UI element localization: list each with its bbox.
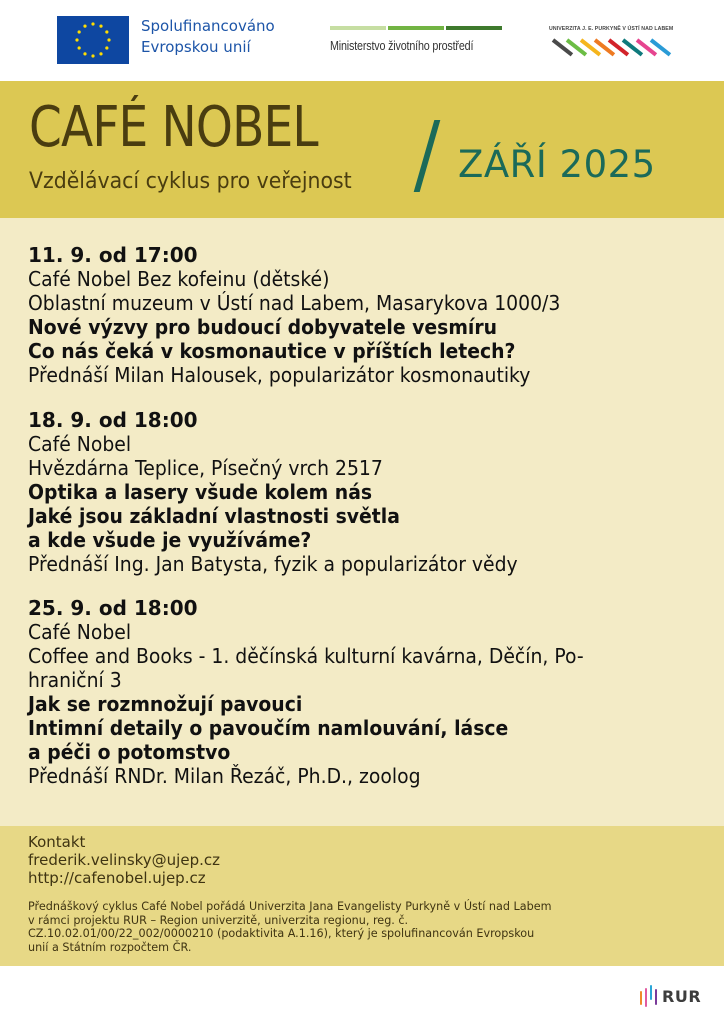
- rur-bar: [655, 989, 657, 1005]
- event-date: 25. 9. od 18:00: [28, 596, 198, 620]
- eu-star: [78, 30, 81, 33]
- event-item: [28, 408, 549, 576]
- university-stripe-wrap: [553, 38, 557, 43]
- month-label: ZÁŘÍ 2025: [458, 143, 656, 186]
- eu-text-line2: Evropskou unií: [141, 38, 251, 56]
- eu-star: [105, 30, 108, 33]
- eu-star: [91, 54, 94, 57]
- page-subtitle: Vzdělávací cyklus pro veřejnost: [29, 169, 352, 194]
- event-venue: Coffee and Books - 1. děčínská kulturní kavárna, Děčín, Po-: [28, 644, 584, 668]
- contact-block: [28, 833, 220, 887]
- eu-cofunded-text: [141, 16, 275, 58]
- rur-bar: [650, 985, 652, 1000]
- contact-heading: Kontakt: [28, 833, 86, 851]
- event-topic: Jaké jsou základní vlastnosti světla: [28, 504, 400, 528]
- event-date: 18. 9. od 18:00: [28, 408, 198, 432]
- logo-header: [0, 0, 724, 81]
- ministry-bar: [446, 26, 502, 30]
- event-topic: Co nás čeká v kosmonautice v příštích letech?: [28, 339, 516, 363]
- rur-bar: [645, 988, 647, 1007]
- eu-star: [105, 46, 108, 49]
- event-date: 11. 9. od 17:00: [28, 243, 198, 267]
- university-stripe-wrap: [581, 38, 585, 43]
- eu-star: [99, 52, 102, 55]
- event-venue: Oblastní muzeum v Ústí nad Labem, Masarykova 1000/3: [28, 291, 561, 315]
- event-speaker: Přednáší RNDr. Milan Řezáč, Ph.D., zoolog: [28, 764, 421, 788]
- ministry-bars: [330, 26, 502, 30]
- contact-url-link[interactable]: http://cafenobel.ujep.cz: [28, 869, 206, 887]
- eu-flag-icon: [57, 16, 129, 64]
- event-topic: Jak se rozmnožují pavouci: [28, 692, 303, 716]
- fine-print-line: Přednáškový cyklus Café Nobel pořádá Univerzita Jana Evangelisty Purkyně v Ústí nad Labem: [28, 900, 552, 913]
- event-topic: a kde všude je využíváme?: [28, 528, 312, 552]
- university-stripe-wrap: [651, 38, 655, 43]
- event-topic: Intimní detaily o pavoučím namlouvání, lásce: [28, 716, 509, 740]
- eu-star: [99, 25, 102, 28]
- rur-text: RUR: [662, 986, 702, 1006]
- event-series: Café Nobel: [28, 620, 132, 644]
- eu-star: [83, 52, 86, 55]
- ministry-name: Ministerstvo životního prostředí: [330, 39, 474, 53]
- event-topic: a péči o potomstvo: [28, 740, 231, 764]
- event-speaker: Přednáší Milan Halousek, popularizátor kosmonautiky: [28, 363, 531, 387]
- eu-star: [107, 38, 110, 41]
- event-venue: hraniční 3: [28, 668, 122, 692]
- event-series: Café Nobel: [28, 432, 132, 456]
- university-name: UNIVERZITA J. E. PURKYNĚ V ÚSTÍ NAD LABEM: [549, 26, 674, 32]
- rur-bar: [640, 991, 642, 1005]
- eu-text-line1: Spolufinancováno: [141, 17, 275, 35]
- ministry-bar: [388, 26, 444, 30]
- eu-star: [91, 22, 94, 25]
- event-topic: Nové výzvy pro budoucí dobyvatele vesmíru: [28, 315, 498, 339]
- eu-star: [83, 25, 86, 28]
- university-logo: [549, 26, 674, 58]
- ministry-bar: [330, 26, 386, 30]
- eu-star: [78, 46, 81, 49]
- ministry-logo: [330, 26, 502, 53]
- fine-print-line: v rámci projektu RUR – Region univerzitě, univerzita regionu, reg. č.: [28, 913, 409, 927]
- event-series: Café Nobel Bez kofeinu (dětské): [28, 267, 330, 291]
- university-stripe-wrap: [637, 38, 641, 43]
- event-item: [28, 596, 619, 788]
- eu-stars-icon: [57, 16, 129, 64]
- event-speaker: Přednáší Ing. Jan Batysta, fyzik a popularizátor vědy: [28, 552, 518, 576]
- university-stripe-wrap: [595, 38, 599, 43]
- university-stripe-wrap: [609, 38, 613, 43]
- rur-logo: [638, 985, 701, 1007]
- university-stripe-wrap: [567, 38, 571, 43]
- university-stripe-wrap: [623, 38, 627, 43]
- event-item: [28, 243, 594, 387]
- fine-print: [28, 900, 551, 954]
- event-venue: Hvězdárna Teplice, Písečný vrch 2517: [28, 456, 383, 480]
- university-stripes-icon: [549, 38, 671, 58]
- contact-email-link[interactable]: frederik.velinsky@ujep.cz: [28, 851, 220, 869]
- fine-print-line: CZ.10.02.01/00/22_002/0000210 (podaktivita A.1.16), který je spolufinancován Evropskou: [28, 927, 535, 940]
- eu-star: [75, 38, 78, 41]
- rur-bars-icon: [638, 985, 658, 1007]
- page-title: CAFÉ NOBEL: [29, 95, 318, 160]
- event-topic: Optika a lasery všude kolem nás: [28, 480, 373, 504]
- fine-print-line: unií a Státním rozpočtem ČR.: [28, 940, 192, 954]
